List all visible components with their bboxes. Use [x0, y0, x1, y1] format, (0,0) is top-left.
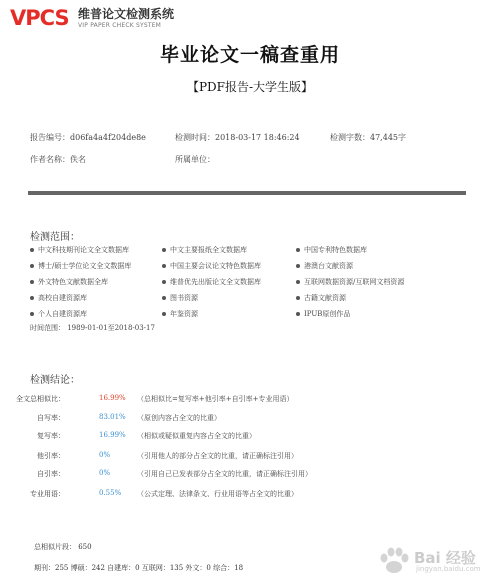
- scope-item: 高校自建资源库: [30, 293, 87, 303]
- logo-name-cn: 维普论文检测系统: [78, 7, 175, 21]
- vpcs-logo: [10, 4, 230, 38]
- scope-title: 检测范围：: [30, 232, 80, 243]
- bullet-icon: [30, 264, 34, 268]
- watermark-text: Bai 经验: [414, 549, 476, 567]
- similar-fragment-count: 总相似片段： 650: [34, 543, 92, 551]
- watermark-url: jingyan.baidu.com: [416, 565, 481, 573]
- scope-item: 中文科技期刊论文全文数据库: [30, 245, 129, 255]
- report-number: 报告编号：d06fa4a4f204de8e: [30, 133, 146, 142]
- result-description: （原创内容占全文的比重）: [137, 414, 221, 422]
- bullet-icon: [296, 312, 300, 316]
- bullet-icon: [162, 312, 166, 316]
- result-label: 他引率：: [37, 452, 65, 460]
- bullet-icon: [162, 296, 166, 300]
- result-description: （引用他人的部分占全文的比重，请正确标注引用）: [137, 452, 298, 460]
- bullet-icon: [30, 312, 34, 316]
- bullet-icon: [162, 248, 166, 252]
- results-title: 检测结论：: [30, 375, 80, 386]
- result-label: 自引率：: [37, 470, 65, 478]
- result-description: （公式定理、法律条文、行业用语等占全文的比重）: [137, 490, 298, 498]
- scope-item: 古籍文献资源: [296, 293, 346, 303]
- bullet-icon: [30, 296, 34, 300]
- bullet-icon: [296, 296, 300, 300]
- scope-item: 年鉴资源: [162, 309, 198, 319]
- scope-item: 图书资源: [162, 293, 198, 303]
- author-name: 作者名称：佚名: [30, 155, 86, 164]
- logo-name-en: VIP PAPER CHECK SYSTEM: [78, 22, 162, 29]
- result-label: 专业用语：: [30, 490, 65, 498]
- result-description: （相似或疑似重复内容占全文的比重）: [137, 432, 256, 440]
- time-range: 时间范围： 1989-01-01至2018-03-17: [30, 324, 155, 332]
- affiliation: 所属单位：: [175, 155, 215, 164]
- scope-item: 维普优先出版论文全文数据库: [162, 277, 261, 287]
- scope-item: IPUB原创作品: [296, 309, 350, 319]
- result-label: 复写率：: [37, 432, 65, 440]
- bullet-icon: [162, 264, 166, 268]
- scope-item: 外文特色文献数据全库: [30, 277, 108, 287]
- scope-item: 博士/硕士学位论文全文数据库: [30, 261, 131, 271]
- result-label: 全文总相似比：: [16, 395, 65, 403]
- result-label: 自写率：: [37, 414, 65, 422]
- scope-item: 中文主要报纸全文数据库: [162, 245, 247, 255]
- scope-item: 个人自建资源库: [30, 309, 87, 319]
- result-value: 83.01%: [99, 413, 126, 421]
- result-value: 0.55%: [99, 489, 122, 497]
- scope-item: 中国专利特色数据库: [296, 245, 367, 255]
- word-count: 检测字数：47,445字: [330, 133, 406, 142]
- result-description: （总相似比=复写率+他引率+自引率+专业用语）: [137, 395, 294, 403]
- scope-item: 港澳台文献资源: [296, 261, 353, 271]
- result-value: 0%: [99, 451, 111, 459]
- bullet-icon: [296, 264, 300, 268]
- result-value: 16.99%: [99, 431, 126, 439]
- page-title: 毕业论文一稿查重用: [159, 44, 340, 66]
- page-subtitle: 【PDF报告-大学生版】: [186, 80, 314, 94]
- source-breakdown: 期刊：255 博硕：242 自建库：0 互联网：135 外文：0 综合：18: [34, 564, 244, 572]
- check-time: 检测时间：2018-03-17 18:46:24: [175, 133, 300, 142]
- paw-icon: [374, 545, 414, 577]
- result-description: （引用自己已发表部分占全文的比重，请正确标注引用）: [137, 470, 312, 478]
- result-value: 16.99%: [99, 394, 126, 402]
- baidu-jingyan-watermark: [374, 545, 494, 577]
- result-value: 0%: [99, 469, 111, 477]
- bullet-icon: [296, 248, 300, 252]
- header-rule: [28, 191, 466, 195]
- scope-item: 中国主要会议论文特色数据库: [162, 261, 261, 271]
- logo-mark: VPCS: [10, 6, 69, 30]
- bullet-icon: [30, 248, 34, 252]
- bullet-icon: [162, 280, 166, 284]
- bullet-icon: [30, 280, 34, 284]
- scope-item: 互联网数据资源/互联网文档资源: [296, 277, 404, 287]
- bullet-icon: [296, 280, 300, 284]
